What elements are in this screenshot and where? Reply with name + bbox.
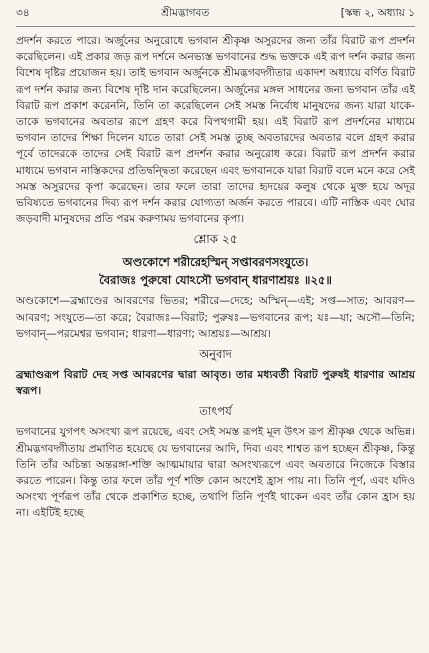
page-number: ৩৪ [16, 7, 30, 19]
book-title: শ্রীমদ্ভাগবত [161, 7, 210, 19]
intro-paragraph: প্রদর্শন করতে পারে। অর্জুনের অনুরোধে ভগবান শ্রীকৃষ্ণ অসুরদের জন্য তাঁর বিরাট রূপ প্রদর্শন করেছিলেন। এই প্রকার জড় রূপ দর্শনে অনভ্যস্ত ভগবানের শুদ্ধ ভক্তকে এই রূপ দর্শন করার জন্য বিশেষ দৃষ্টির প্রয়োজন হয়। তাই ভগবান অর্জুনকে শ্রীমদ্ভগবদ্গীতার একাদশ অধ্যায়ে বর্ণিত বিরাট রূপ দর্শন করার জন্য বিশেষ দৃষ্টি দান করেছিলেন। অর্জুনের মঙ্গল সাধনের জন্য ভগবান তাঁর এই বিরাট রূপ প্রকাশ করেননি, তিনি তা করেছিলেন সেই সমস্ত নির্বোধ মানুষদের জন্য যারা যাকে-তাকে ভগবানের অবতার রূপে গ্রহণ করে বিপথগামী হয়। এই বিরাট রূপ প্রদর্শনের মাধ্যমে ভগবান তাদের শিক্ষা দিলেন যাতে তারা সেই সমস্ত তুচ্ছ অবতারদের অবতার বলে গ্রহণ করার পূর্বে তাদেরকে তাদের সেই বিরাট রূপ প্রদর্শন করার অনুরোধ করে। বিরাট রূপ প্রদর্শন করার মাধ্যমে ভগবান নাস্তিকদের প্রতিদ্বন্দ্বিতা করেছেন এবং ভগবানকে যারা বিরাট বলে মনে করে সেই সমস্ত অসুরদের কৃপা করেছেন। তার ফলে তারা তাদের হৃদয়ের কলুষ থেকে মুক্ত হয়ে অদূর ভবিষ্যতে ভগবানের দিব্য রূপ দর্শন করার যোগ্যতা অর্জন করতে পারবে। এটি নাস্তিক এবং ঘোর জড়বাদী মানুষদের প্রতি পরম করুণাময় ভগবানের কৃপা। [16, 35, 415, 226]
translation-paragraph: ব্রহ্মাণ্ডরূপ বিরাট দেহ সপ্ত আবরণের দ্বারা আবৃত। তার মধ্যবর্তী বিরাট পুরুষই ধারণার আশ্রয় স্বরূপ। [16, 369, 415, 398]
verse-line-2: বৈরাজঃ পুরুষো যোঽসৌ ভগবান্ ধারণাশ্রয়ঃ ॥২৫॥ [99, 273, 332, 288]
verse-heading: শ্লোক ২৫ [193, 232, 238, 247]
translation-heading: অনুবাদ [199, 347, 232, 362]
purport-heading: তাৎপর্য [199, 404, 232, 419]
page-header [16, 6, 415, 27]
verse-line-1: অণ্ডকোশে শরীরেহস্মিন্ সপ্তাবরণসংযুতে। [122, 255, 309, 270]
canto-chapter: [স্কন্ধ ২, অধ্যায় ১ [340, 7, 415, 19]
purport-paragraph: ভগবানের যুগপৎ অসংখ্য রূপ রয়েছে, এবং সেই সমস্ত রূপই মূল উৎস রূপ শ্রীকৃষ্ণ থেকে অভিন্ন। শ্রীমদ্ভগবদ্গীতায় প্রমাণিত হয়েছে যে ভগবানের আদি, দিব্য এবং শাশ্বত রূপ হচ্ছেন শ্রীকৃষ্ণ, কিন্তু তিনি তাঁর অচিন্ত্য অন্তরঙ্গা-শক্তি আত্মমায়ার দ্বারা অসংখ্যরূপে এবং অবতারে নিজেকে বিস্তার করতে পারেন। কিন্তু তার ফলে তাঁর পূর্ণ শক্তি কোন অংশেই হ্রাস পায় না। তিনি পূর্ণ, এবং যদিও অসংখ্য পূর্ণরূপ তাঁর থেকে প্রকাশিত হচ্ছে, তথাপি তিনি পূর্ণই থাকেন এবং তাঁর কোন হ্রাস হয় না। এইটিই হচ্ছে [16, 426, 415, 520]
synonyms-paragraph: অণ্ডকোশে—ব্রহ্মাণ্ডের আবরণের ভিতর; শরীরে—দেহে; অস্মিন্—এই; সপ্ত—সাত; আবরণ—আবরণ; সংযুতে—তা করে; বৈরাজঃ—বিরাট; পুরুষঃ—ভগবানের রূপ; যঃ—যা; অসৌ—তিনি; ভগবান্—পরমেশ্বর ভগবান; ধারণা—ধারণা; আশ্রয়ঃ—আশ্রয়। [16, 295, 415, 340]
